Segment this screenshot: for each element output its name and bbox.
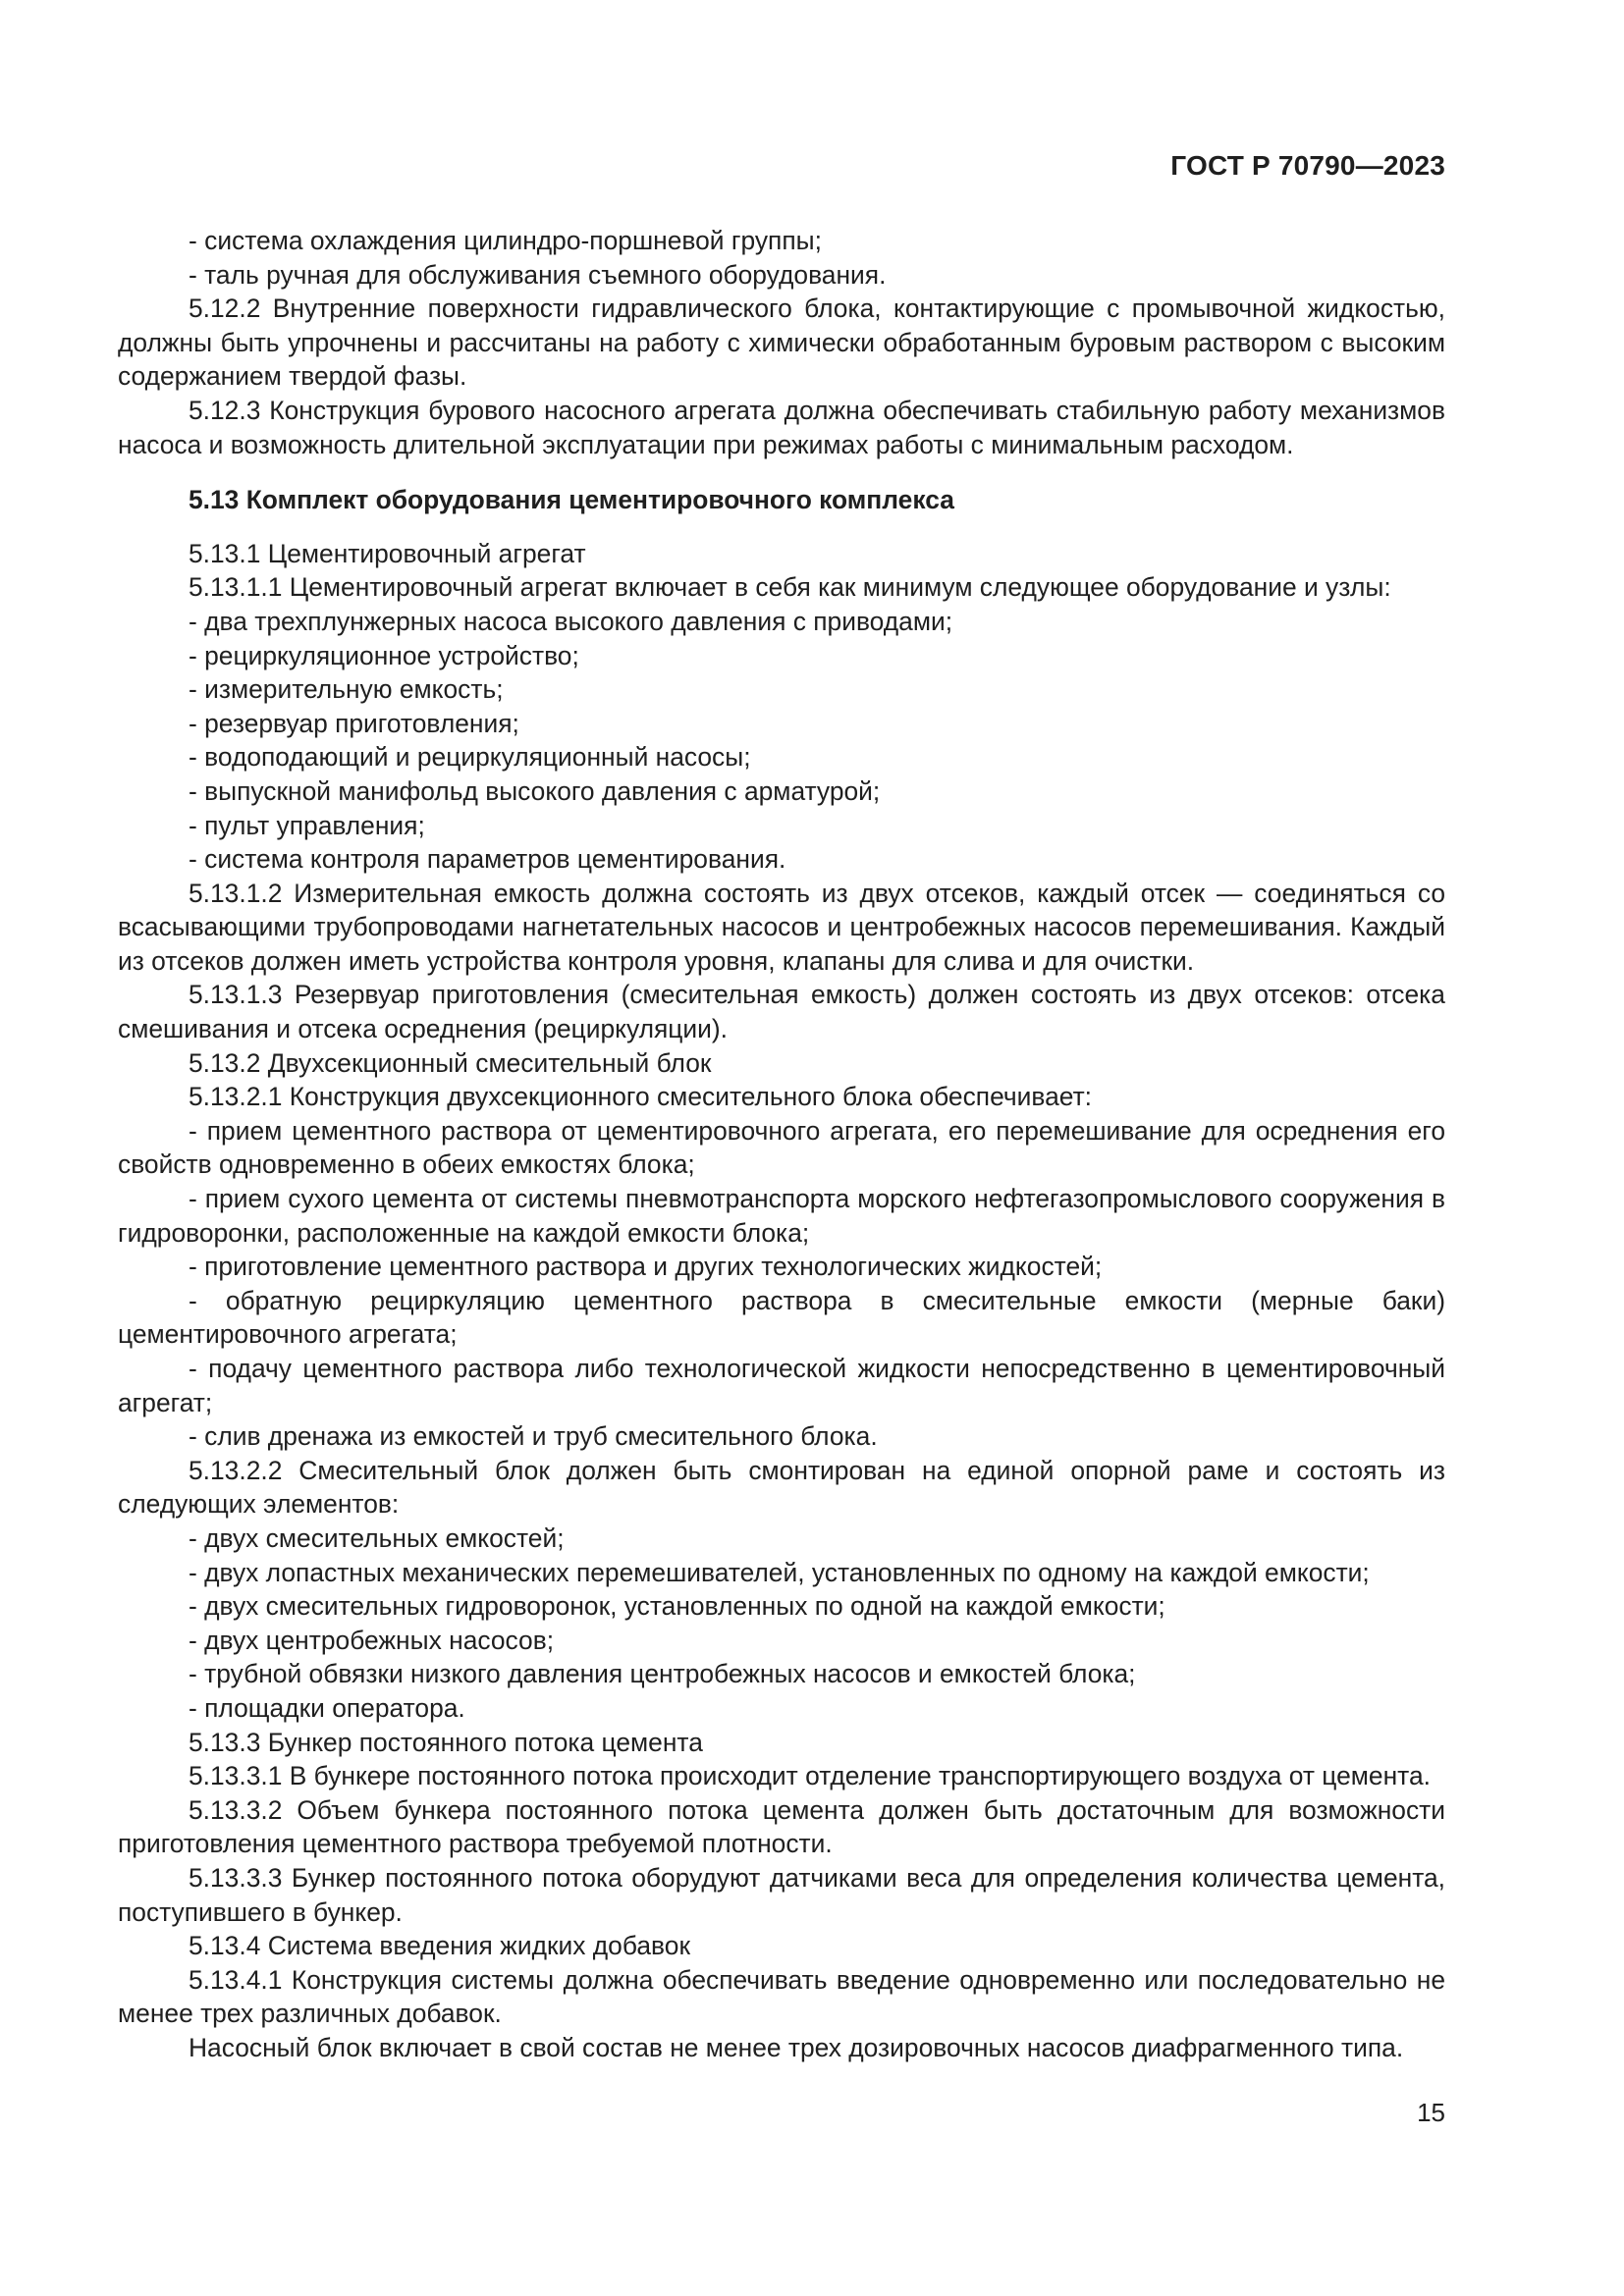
list-item: - площадки оператора. xyxy=(189,1692,465,1723)
paragraphs-before-section xyxy=(118,224,1445,461)
paragraph: 5.13.3.2 Объем бункера постоянного потока цемента должен быть достаточным для возможности приготовления цементного раствора требуемой плотности. xyxy=(118,1794,1445,1859)
paragraph: 5.13.4.1 Конструкция системы должна обеспечивать введение одновременно или последовательно не менее трех различных добавок. xyxy=(118,1964,1445,2029)
list-item: - двух центробежных насосов; xyxy=(189,1625,555,1655)
list-item: - система контроля параметров цементирования. xyxy=(189,844,786,875)
paragraph: 5.13.4 Система введения жидких добавок xyxy=(189,1931,690,1961)
paragraph: - приготовление цементного раствора и других технологических жидкостей; xyxy=(189,1252,1103,1282)
paragraph: - прием сухого цемента от системы пневмотранспорта морского нефтегазопромыслового сооружения в гидроворонки, расположенные на каждой емкости блока; xyxy=(118,1184,1445,1248)
list-item: - рециркуляционное устройство; xyxy=(189,640,579,670)
list-item: - система охлаждения цилиндро-поршневой группы; xyxy=(189,226,822,255)
list-item: - водоподающий и рециркуляционный насосы; xyxy=(189,742,751,773)
paragraph: 5.13.1 Цементировочный агрегат xyxy=(189,538,586,568)
paragraph: - подачу цементного раствора либо технологической жидкости непосредственно в цементировочный агрегат; xyxy=(118,1354,1445,1417)
paragraph: 5.12.3 Конструкция бурового насосного агрегата должна обеспечивать стабильную работу механизмов насоса и возможность длительной эксплуатации при режимах работы с минимальным расходом. xyxy=(118,395,1445,459)
list-item: - пульт управления; xyxy=(189,810,425,840)
list-item: - измерительную емкость; xyxy=(189,674,504,705)
paragraph: 5.12.2 Внутренние поверхности гидравлического блока, контактирующие с промывочной жидкостью, должны быть упрочнены и рассчитаны на работу с химически обработанным буровым раствором с высоким содержанием твердой фазы. xyxy=(118,294,1445,392)
page-number: 15 xyxy=(1417,2098,1445,2127)
list-item: - трубной обвязки низкого давления центробежных насосов и емкостей блока; xyxy=(189,1659,1136,1689)
list-item: - таль ручная для обслуживания съемного оборудования. xyxy=(189,259,887,290)
paragraph: - обратную рециркуляцию цементного раствора в смесительные емкости (мерные баки) цементировочного агрегата; xyxy=(118,1285,1445,1350)
paragraph: 5.13.3 Бункер постоянного потока цемента xyxy=(189,1727,703,1757)
list-item: - выпускной манифольд высокого давления с арматурой; xyxy=(189,775,881,806)
paragraph: 5.13.1.2 Измерительная емкость должна состоять из двух отсеков, каждый отсек — соединяться со всасывающими трубопроводами нагнетательных насосов и центробежных насосов перемешивания. Каждый из отсеков должен иметь устройства контроля уровня, клапаны для слива и для очистки. xyxy=(118,878,1445,976)
list-item: - двух смесительных емкостей; xyxy=(189,1522,565,1553)
paragraph: 5.13.1.3 Резервуар приготовления (смесительная емкость) должен состоять из двух отсеков: отсека смешивания и отсека осреднения (рециркуляции). xyxy=(118,980,1445,1044)
document-code: ГОСТ Р 70790—2023 xyxy=(1170,150,1445,181)
paragraph: Насосный блок включает в свой состав не менее трех дозировочных насосов диафрагменного типа. xyxy=(189,2032,1404,2062)
paragraph: 5.13.2.2 Смесительный блок должен быть смонтирован на единой опорной раме и состоять из следующих элементов: xyxy=(118,1455,1445,1520)
list-item: - двух лопастных механических перемешивателей, установленных по одному на каждой емкости; xyxy=(189,1557,1370,1587)
document-body xyxy=(118,224,1445,2064)
paragraph: 5.13.3.3 Бункер постоянного потока оборудуют датчиками веса для определения количества цемента, поступившего в бункер. xyxy=(118,1862,1445,1927)
paragraphs-section-5-13 xyxy=(118,537,1445,2065)
list-item: - два трехплунжерных насоса высокого давления с приводами; xyxy=(189,606,953,636)
list-item: - двух смесительных гидроворонок, установленных по одной на каждой емкости; xyxy=(189,1591,1165,1622)
paragraph: - слив дренажа из емкостей и труб смесительного блока. xyxy=(189,1421,878,1452)
paragraph: - прием цементного раствора от цементировочного агрегата, его перемешивание для осреднения его свойств одновременно в обеих емкостях блока; xyxy=(118,1115,1445,1180)
paragraph: 5.13.3.1 В бункере постоянного потока происходит отделение транспортирующего воздуха от цемента. xyxy=(189,1761,1431,1791)
paragraph: 5.13.1.1 Цементировочный агрегат включает в себя как минимум следующее оборудование и узлы: xyxy=(189,572,1391,603)
list-item: - резервуар приготовления; xyxy=(189,708,519,738)
section-heading-5-13: 5.13 Комплект оборудования цементировочного комплекса xyxy=(189,485,954,515)
paragraph: 5.13.2.1 Конструкция двухсекционного смесительного блока обеспечивает: xyxy=(189,1082,1092,1112)
paragraph: 5.13.2 Двухсекционный смесительный блок xyxy=(189,1047,712,1078)
